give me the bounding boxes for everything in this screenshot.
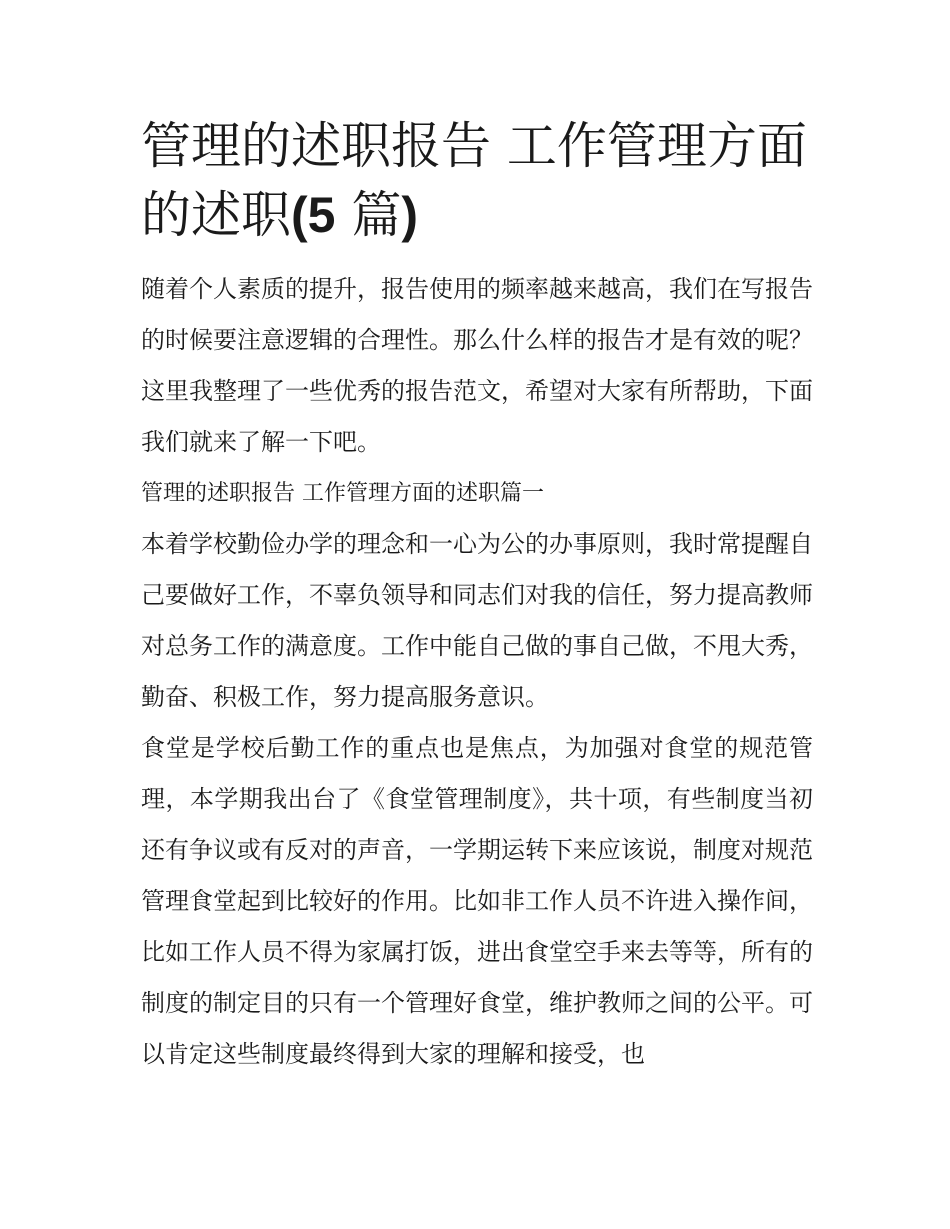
title-text: 管理的述职报告 工作管理方面的述职 — [141, 117, 807, 244]
document-page — [141, 112, 813, 1080]
section-heading: 管理的述职报告 工作管理方面的述职篇一 — [141, 481, 544, 506]
body-paragraph-2: 食堂是学校后勤工作的重点也是焦点，为加强对食堂的规范管理，本学期我出台了《食堂管理制度》，共十项，有些制度当初还有争议或有反对的声音，一学期运转下来应该说，制度对规范管理食堂起到比较好的作用。比如非工作人员不许进入操作间，比如工作人员不得为家属打饭，进出食堂空手来去等等，所有的制度的制定目的只有一个管理好食堂，维护教师之间的公平。可以肯定这些制度最终得到大家的理解和接受，也 — [141, 734, 813, 1068]
body-paragraph-1: 本着学校勤俭办学的理念和一心为公的办事原则，我时常提醒自己要做好工作，不辜负领导和同志们对我的信任，努力提高教师对总务工作的满意度。工作中能自己做的事自己做，不甩大秀，勤奋、积极工作，努力提高服务意识。 — [141, 530, 813, 711]
title-paren-open: ( — [291, 187, 308, 243]
title-text-suffix: 篇 — [335, 186, 402, 244]
intro-paragraph: 随着个人素质的提升，报告使用的频率越来越高，我们在写报告的时候要注意逻辑的合理性。那么什么样的报告才是有效的呢？这里我整理了一些优秀的报告范文，希望对大家有所帮助，下面我们就来了解一下吧。 — [141, 275, 813, 456]
title-paren-close: ) — [401, 187, 419, 243]
title-number: 5 — [307, 187, 336, 243]
document-title — [141, 112, 813, 250]
